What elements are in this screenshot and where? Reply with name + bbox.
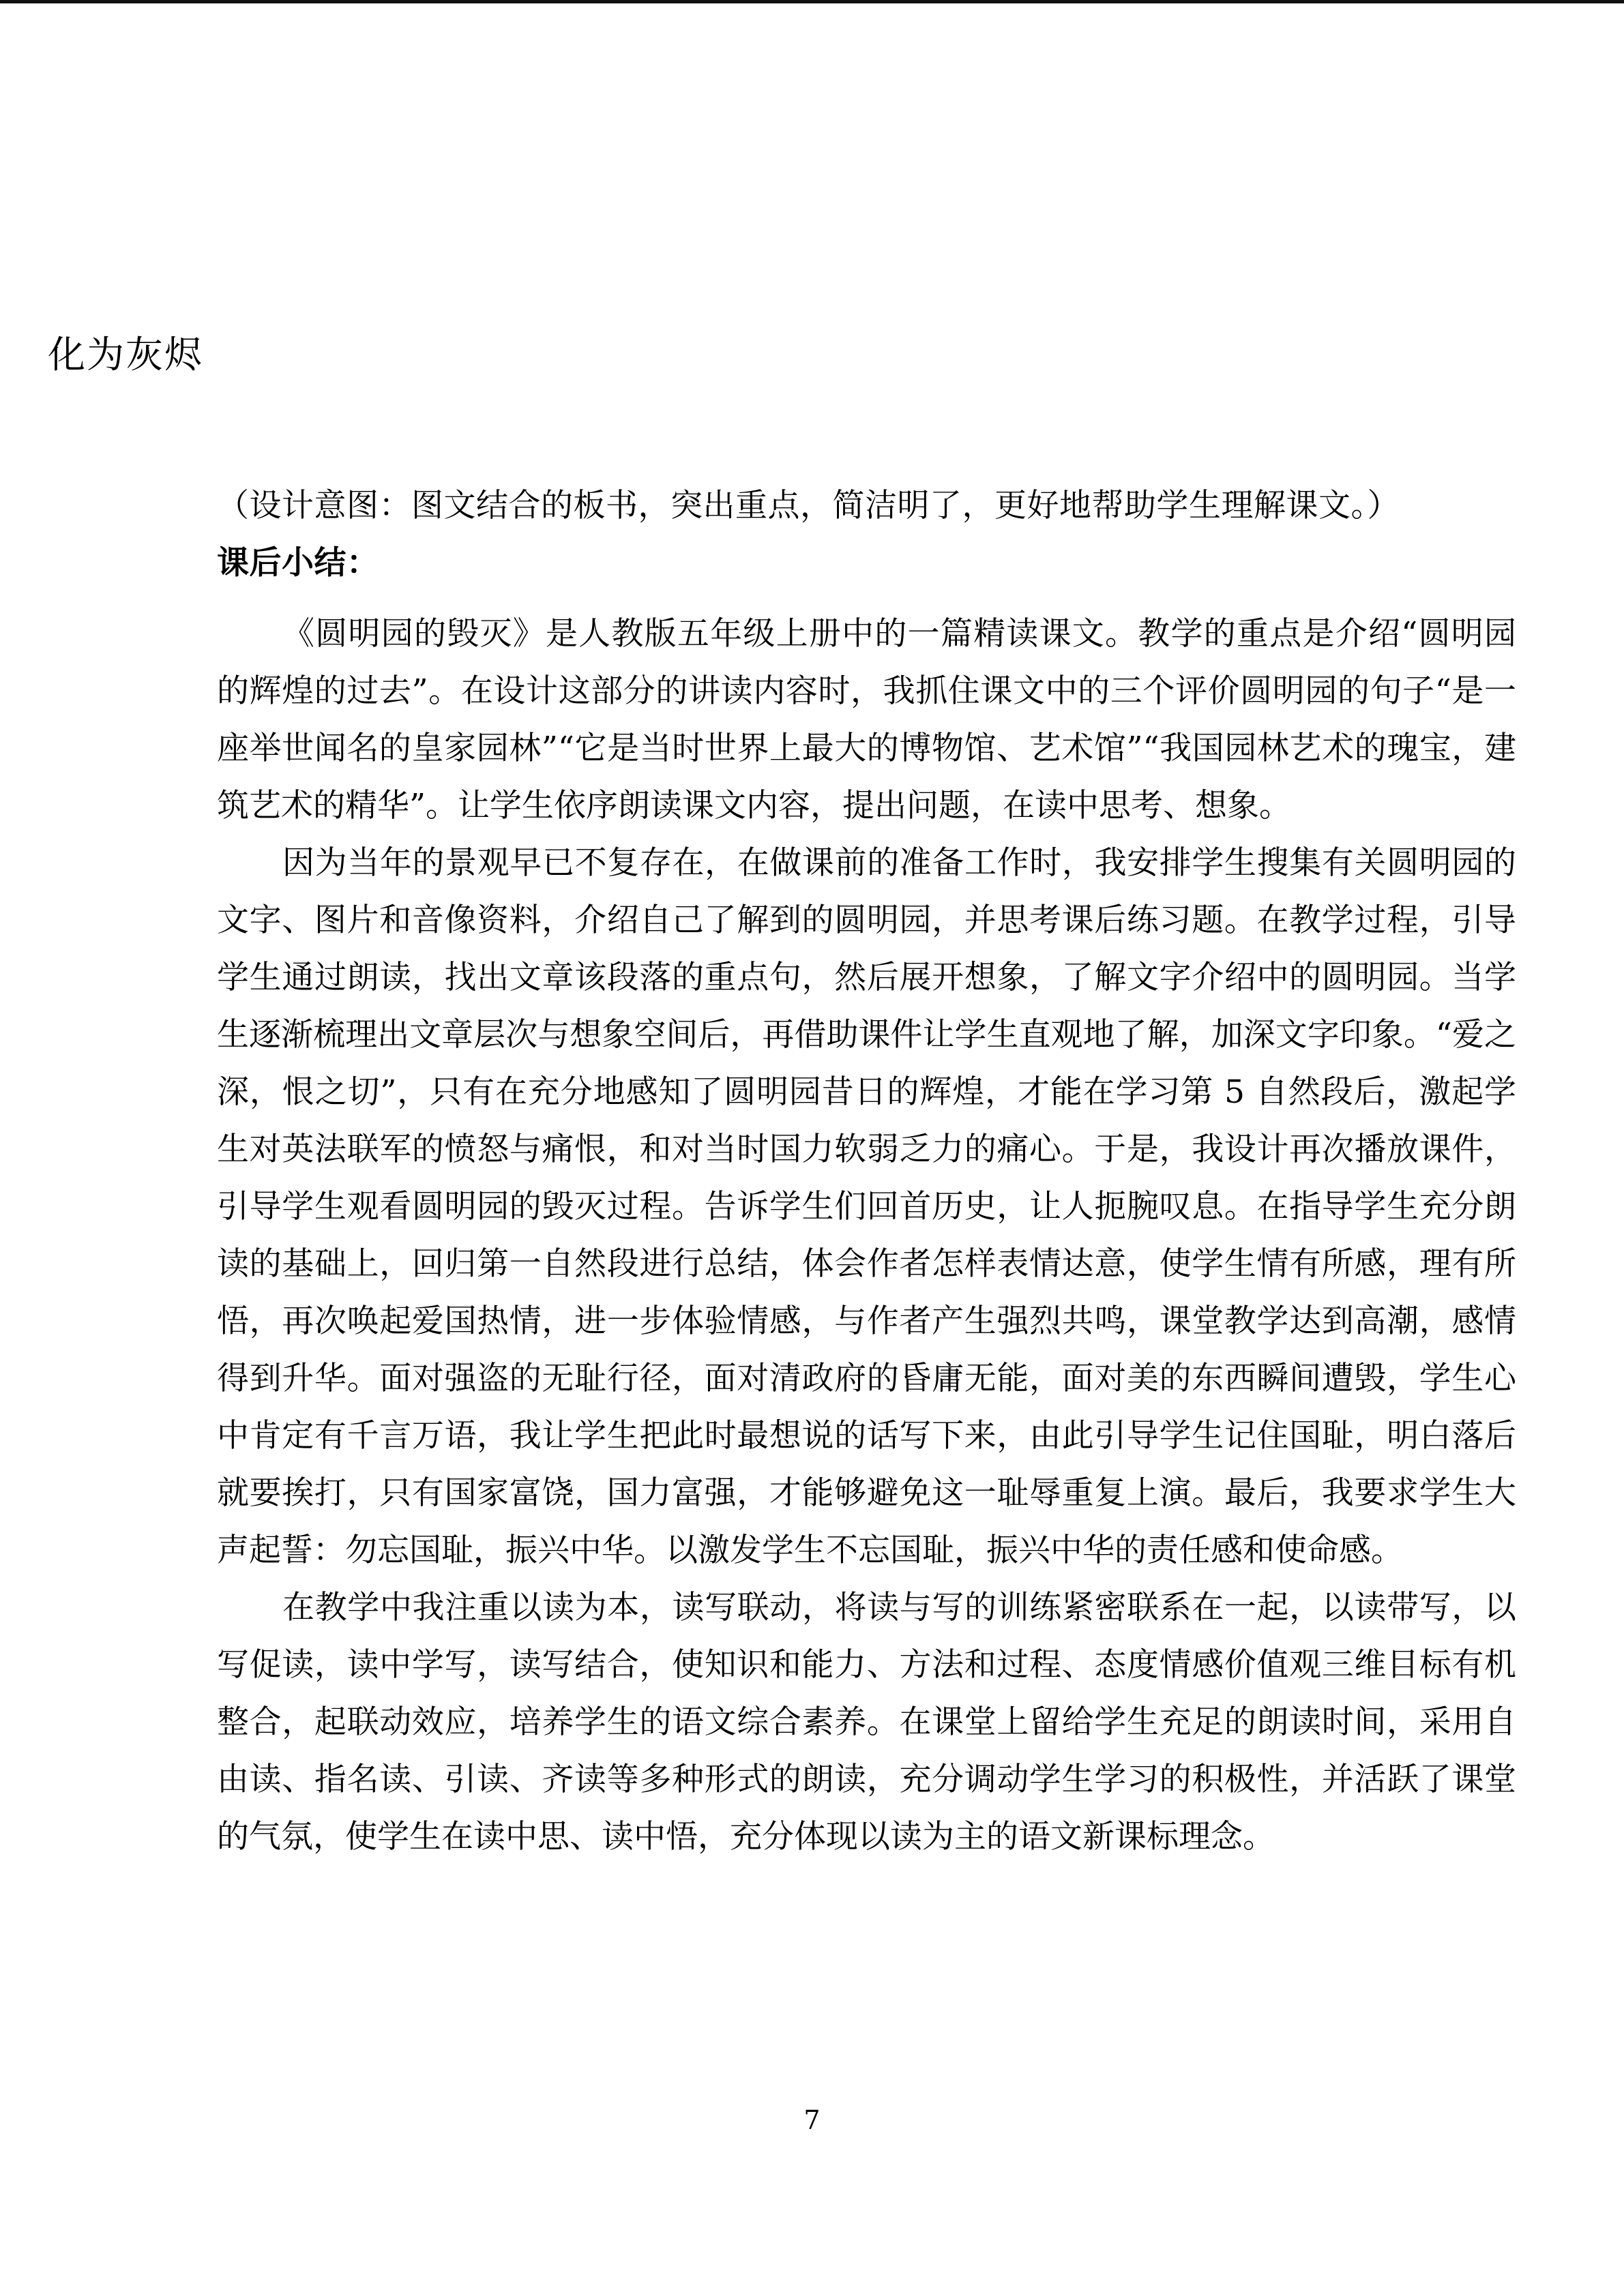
board-heading: 化为灰烬 <box>48 333 204 376</box>
body-paragraph: 在教学中我注重以读为本，读写联动，将读与写的训练紧密联系在一起，以读带写，以写促读，读中学写，读写结合，使知识和能力、方法和过程、态度情感价值观三维目标有机整合，起联动效应，培养学生的语文综合素养。在课堂上留给学生充足的朗读时间，采用自由读、指名读、引读、齐读等多种形式的朗读，充分调动学生学习的积极性，并活跃了课堂的气氛，使学生在读中思、读中悟，充分体现以读为主的语文新课标理念。 <box>217 1589 1516 1855</box>
section-title-post-class-summary: 课后小结： <box>217 544 379 582</box>
body-text-block <box>217 606 1516 1866</box>
body-paragraph: 因为当年的景观早已不复存在，在做课前的准备工作时，我安排学生搜集有关圆明园的文字、图片和音像资料，介绍自己了解到的圆明园，并思考课后练习题。在教学过程，引导学生通过朗读，找出文章该段落的重点句，然后展开想象，了解文字介绍中的圆明园。当学生逐渐梳理出文章层次与想象空间后，再借助课件让学生直观地了解，加深文字印象。“爱之深，恨之切”，只有在充分地感知了圆明园昔日的辉煌，才能在学习第 5 自然段后，激起学生对英法联军的愤怒与痛恨，和对当时国力软弱乏力的痛心。于是，我设计再次播放课件，引导学生观看圆明园的毁灭过程。告诉学生们回首历史，让人扼腕叹息。在指导学生充分朗读的基础上，回归第一自然段进行总结，体会作者怎样表情达意，使学生情有所感，理有所悟，再次唤起爱国热情，进一步体验情感，与作者产生强烈共鸣，课堂教学达到高潮，感情得到升华。面对强盗的无耻行径，面对清政府的昏庸无能，面对美的东西瞬间遭毁，学生心中肯定有千言万语，我让学生把此时最想说的话写下来，由此引导学生记住国耻，明白落后就要挨打，只有国家富饶，国力富强，才能够避免这一耻辱重复上演。最后，我要求学生大声起誓：勿忘国耻，振兴中华。以激发学生不忘国耻，振兴中华的责任感和使命感。 <box>217 844 1516 1569</box>
body-paragraph: 《圆明园的毁灭》是人教版五年级上册中的一篇精读课文。教学的重点是介绍“圆明园的辉煌的过去”。在设计这部分的讲读内容时，我抓住课文中的三个评价圆明园的句子“是一座举世闻名的皇家园林”“它是当时世界上最大的博物馆、艺术馆”“我国园林艺术的瑰宝，建筑艺术的精华”。让学生依序朗读课文内容，提出问题，在读中思考、想象。 <box>217 615 1516 824</box>
design-intent-note: （设计意图：图文结合的板书，突出重点，简洁明了，更好地帮助学生理解课文。） <box>217 487 1400 524</box>
scan-edge-top <box>0 0 1624 3</box>
page-number: 7 <box>803 2105 821 2135</box>
